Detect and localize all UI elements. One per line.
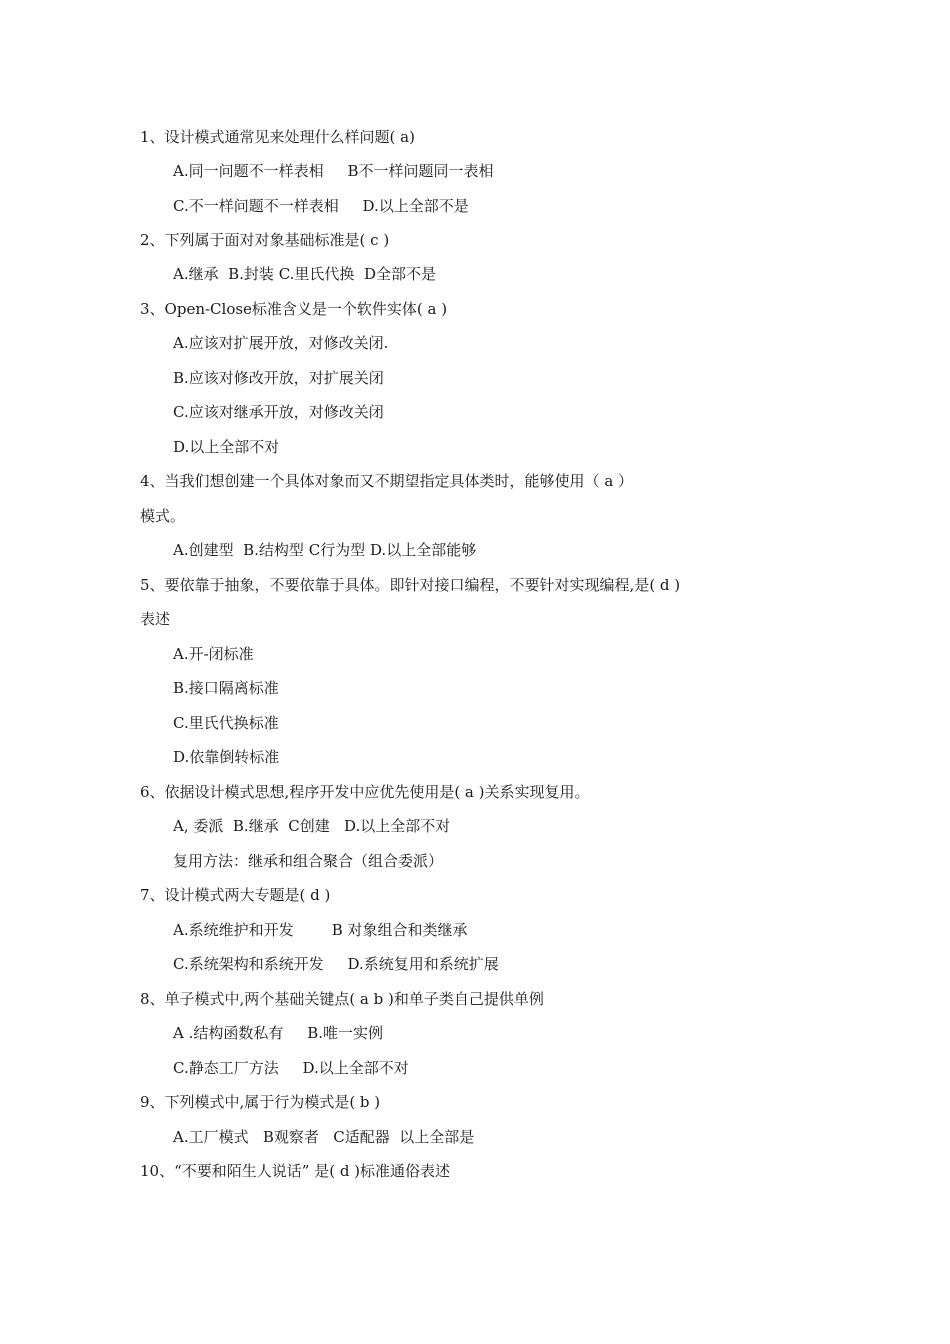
question-3-option-a: A.应该对扩展开放，对修改关闭. [173,334,389,352]
question-5-option-b: B.接口隔离标准 [173,679,279,697]
question-1-options-row-1: A.同一问题不一样表相 B不一样问题同一表相 [173,162,494,180]
question-7: 7、设计模式两大专题是( d ) [140,886,331,904]
question-2-options: A.继承 B.封装 C.里氏代换 D全部不是 [173,265,436,283]
question-3-option-d: D.以上全部不对 [173,438,280,456]
question-9: 9、下列模式中,属于行为模式是( b ) [140,1093,381,1111]
question-5: 5、要依靠于抽象，不要依靠于具体。即针对接口编程，不要针对实现编程,是( d ) [140,576,681,594]
question-4-continuation: 模式。 [140,507,186,525]
question-7-options-row-2: C.系统架构和系统开发 D.系统复用和系统扩展 [173,955,499,973]
question-4-options: A.创建型 B.结构型 C行为型 D.以上全部能够 [173,541,477,559]
question-5-option-a: A.开-闭标准 [173,645,254,663]
question-6-note: 复用方法：继承和组合聚合（组合委派） [173,852,444,870]
question-3: 3、Open-Close标准含义是一个软件实体( a ) [140,300,448,318]
question-1-options-row-2: C.不一样问题不一样表相 D.以上全部不是 [173,197,469,215]
question-5-option-c: C.里氏代换标准 [173,714,279,732]
question-2: 2、下列属于面对对象基础标准是( c ) [140,231,390,249]
question-3-option-b: B.应该对修改开放，对扩展关闭 [173,369,384,387]
question-7-options-row-1: A.系统维护和开发 B 对象组合和类继承 [173,921,468,939]
question-6-options: A, 委派 B.继承 C创建 D.以上全部不对 [173,817,451,835]
question-8: 8、单子模式中,两个基础关键点( a b )和单子类自己提供单例 [140,990,544,1008]
question-4: 4、当我们想创建一个具体对象而又不期望指定具体类时，能够使用（ a ） [140,472,634,490]
question-3-option-c: C.应该对继承开放，对修改关闭 [173,403,384,421]
question-6: 6、依据设计模式思想,程序开发中应优先使用是( a )关系实现复用。 [140,783,590,801]
question-5-option-d: D.依靠倒转标准 [173,748,280,766]
question-10: 10、“不要和陌生人说话” 是( d )标准通俗表述 [140,1162,451,1180]
question-8-options-row-1: A .结构函数私有 B.唯一实例 [173,1024,384,1042]
question-9-options: A.工厂模式 B观察者 C适配器 以上全部是 [173,1128,475,1146]
question-1: 1、设计模式通常见来处理什么样问题( a) [140,128,415,146]
question-5-continuation: 表述 [140,610,171,628]
question-8-options-row-2: C.静态工厂方法 D.以上全部不对 [173,1059,409,1077]
